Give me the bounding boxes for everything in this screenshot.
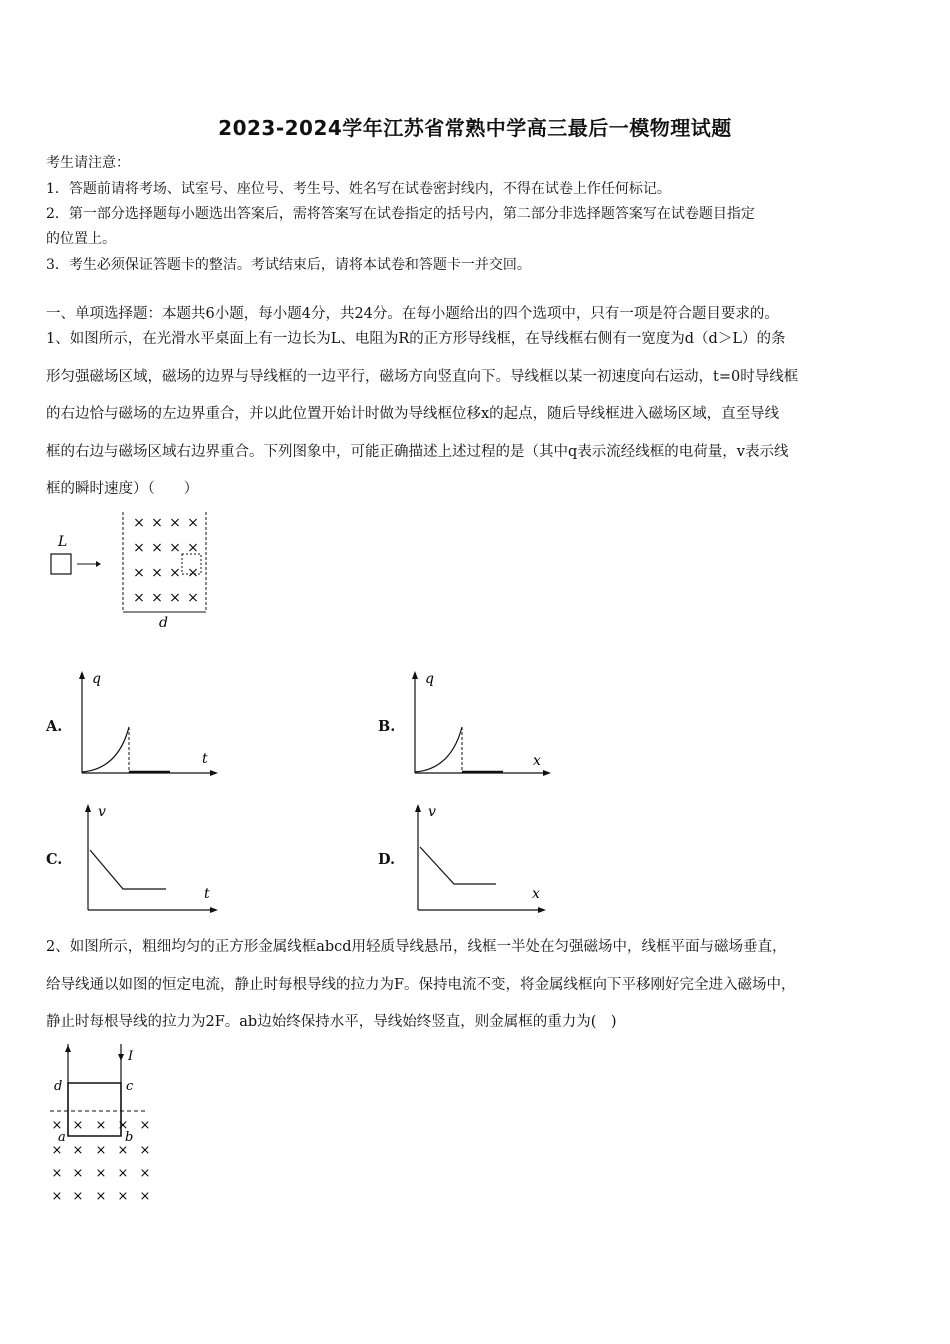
- right-wire-current-arrow: [118, 1054, 124, 1061]
- field-cross: ×: [151, 565, 163, 581]
- question-1-line: 的右边恰与磁场的左边界重合，并以此位置开始计时做为导线框位移x的起点，随后导线框进入磁场区域，直至导线: [46, 406, 780, 422]
- y-axis-arrowhead: [412, 671, 418, 679]
- label-a: a: [58, 1130, 66, 1145]
- notice-item: 3．考生必须保证答题卡的整洁。考试结束后，请将本试卷和答题卡一并交回。: [46, 257, 531, 273]
- y-axis-label: v: [98, 804, 106, 820]
- field-cross: ×: [117, 1118, 129, 1133]
- option-d-graph: [408, 798, 558, 918]
- velocity-arrowhead: [96, 561, 101, 567]
- x-axis-arrowhead: [538, 907, 546, 913]
- option-c-label: C.: [46, 851, 63, 868]
- y-axis-label: q: [92, 671, 101, 687]
- field-cross: ×: [169, 540, 181, 556]
- field-cross: ×: [151, 515, 163, 531]
- field-cross: ×: [139, 1189, 151, 1204]
- field-cross: ×: [51, 1118, 63, 1133]
- question-1-line: 框的瞬时速度）（ ）: [46, 481, 199, 497]
- magnetic-field-region: [52, 1118, 151, 1204]
- option-b-label: B.: [378, 718, 396, 735]
- x-axis-arrowhead: [543, 770, 551, 776]
- field-cross: ×: [117, 1166, 129, 1181]
- question-1-line: 形匀强磁场区域，磁场的边界与导线框的一边平行，磁场方向竖直向下。导线框以某一初速度向右运动，t=0时导线框: [46, 369, 799, 385]
- label-I: I: [128, 1049, 134, 1064]
- label-d: d: [54, 1079, 63, 1094]
- x-axis-arrowhead: [210, 907, 218, 913]
- option-a-graph: [72, 665, 222, 785]
- field-cross: ×: [187, 565, 199, 581]
- question-2-line: 2、如图所示，粗细均匀的正方形金属线框abcd用轻质导线悬吊，线框一半处在匀强磁场中，线框平面与磁场垂直，: [46, 939, 787, 955]
- question-1-line: 框的右边与磁场区域右边界重合。下列图象中，可能正确描述上述过程的是（其中q表示流经线框的电荷量，v表示线: [46, 444, 789, 460]
- field-cross: ×: [51, 1166, 63, 1181]
- x-axis-label: t: [204, 886, 210, 902]
- field-cross: ×: [169, 515, 181, 531]
- field-cross: ×: [139, 1143, 151, 1158]
- y-axis-arrowhead: [415, 804, 421, 812]
- field-cross: ×: [133, 540, 145, 556]
- y-axis-label: v: [428, 804, 436, 820]
- label-c: c: [126, 1079, 134, 1094]
- field-cross: ×: [95, 1118, 107, 1133]
- field-cross: ×: [72, 1118, 84, 1133]
- page-title: 2023-2024学年江苏省常熟中学高三最后一模物理试题: [218, 116, 732, 140]
- notice-item: 2．第一部分选择题每小题选出答案后，需将答案写在试卷指定的括号内，第二部分非选择题答案写在试卷题目指定: [46, 206, 755, 222]
- y-axis-arrowhead: [79, 671, 85, 679]
- field-cross: ×: [95, 1189, 107, 1204]
- x-axis-label: x: [533, 753, 541, 769]
- option-b-graph: [405, 665, 555, 785]
- field-cross: ×: [187, 515, 199, 531]
- velocity-line: [420, 847, 496, 884]
- field-cross: ×: [169, 565, 181, 581]
- option-d-label: D.: [378, 851, 396, 868]
- notice-heading: 考生请注意：: [46, 155, 130, 171]
- y-axis-label: q: [425, 671, 434, 687]
- wire-loop: [51, 554, 71, 574]
- field-cross: ×: [133, 565, 145, 581]
- x-axis-label: x: [532, 886, 540, 902]
- label-b: b: [125, 1130, 134, 1145]
- field-cross: ×: [151, 590, 163, 606]
- curve: [415, 727, 462, 772]
- field-cross: ×: [117, 1189, 129, 1204]
- question-2-line: 给导线通以如图的恒定电流，静止时每根导线的拉力为F。保持电流不变，将金属线框向下平移刚好完全进入磁场中，: [46, 977, 796, 993]
- x-axis-arrowhead: [210, 770, 218, 776]
- magnetic-field-region: [133, 515, 199, 606]
- label-L: L: [58, 534, 68, 550]
- field-cross: ×: [133, 515, 145, 531]
- option-a-label: A.: [46, 718, 63, 735]
- notice-item: 1．答题前请将考场、试室号、座位号、考生号、姓名写在试卷密封线内，不得在试卷上作任何标记。: [46, 181, 671, 197]
- field-cross: ×: [72, 1143, 84, 1158]
- y-axis-arrowhead: [85, 804, 91, 812]
- option-c-graph: [78, 798, 228, 918]
- field-cross: ×: [95, 1166, 107, 1181]
- left-wire-current-arrow: [65, 1045, 71, 1052]
- curve: [82, 727, 129, 772]
- field-cross: ×: [133, 590, 145, 606]
- field-cross: ×: [72, 1166, 84, 1181]
- field-cross: ×: [187, 590, 199, 606]
- x-axis-label: t: [202, 751, 208, 767]
- section-heading: 一、单项选择题：本题共6小题，每小题4分，共24分。在每小题给出的四个选项中，只有一项是符合题目要求的。: [46, 306, 779, 322]
- field-cross: ×: [187, 540, 199, 556]
- field-cross: ×: [95, 1143, 107, 1158]
- field-cross: ×: [139, 1118, 151, 1133]
- field-cross: ×: [169, 590, 181, 606]
- field-cross: ×: [139, 1166, 151, 1181]
- field-cross: ×: [72, 1189, 84, 1204]
- velocity-line: [90, 850, 166, 889]
- question-1-line: 1、如图所示，在光滑水平桌面上有一边长为L、电阻为R的正方形导线框，在导线框右侧有一宽度为d（d＞L）的条: [46, 331, 786, 347]
- field-cross: ×: [51, 1143, 63, 1158]
- field-cross: ×: [117, 1143, 129, 1158]
- question-1-figure: [44, 508, 224, 633]
- field-cross: ×: [51, 1189, 63, 1204]
- label-d: d: [159, 615, 168, 631]
- question-2-figure: [44, 1040, 174, 1210]
- field-cross: ×: [151, 540, 163, 556]
- notice-item: 的位置上。: [46, 231, 116, 247]
- question-2-line: 静止时每根导线的拉力为2F。ab边始终保持水平，导线始终竖直，则金属框的重力为( ): [46, 1014, 617, 1030]
